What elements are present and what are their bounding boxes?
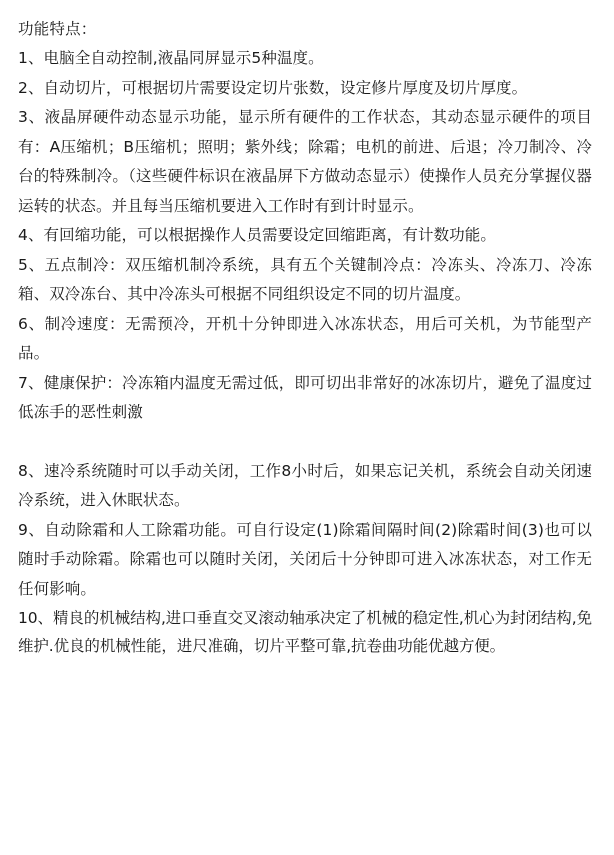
paragraph-9: 9、自动除霜和人工除霜功能。可自行设定(1)除霜间隔时间(2)除霜时间(3)也可以随时手动除霜。除霜也可以随时关闭，关闭后十分钟即可进入冰冻状态，对工作无任何影响。 [18,520,592,598]
paragraph-2: 2、自动切片，可根据切片需要设定切片张数，设定修片厚度及切片厚度。 [18,78,528,97]
paragraph-5: 5、五点制冷：双压缩机制冷系统，具有五个关键制冷点：冷冻头、冷冻刀、冷冻箱、双冷冻台、其中冷冻头可根据不同组织设定不同的切片温度。 [18,255,592,303]
paragraph-7: 7、健康保护：冷冻箱内温度无需过低，即可切出非常好的冰冻切片，避免了温度过低冻手的恶性刺激 [18,373,592,421]
paragraph-1: 1、电脑全自动控制,液晶同屏显示5种温度。 [18,49,324,67]
paragraph-10: 10、精良的机械结构,进口垂直交叉滚动轴承决定了机械的稳定性,机心为封闭结构,免维护.优良的机械性能，进尺准确，切片平整可靠,抗卷曲功能优越方便。 [18,609,592,655]
paragraph-3: 3、液晶屏硬件动态显示功能，显示所有硬件的工作状态，其动态显示硬件的项目有：A压缩机；B压缩机；照明；紫外线；除霜；电机的前进、后退；冷刀制冷、冷台的特殊制冷。（这些硬件标识在液晶屏下方做动态显示）使操作人员充分掌握仪器运转的状态。并且每当压缩机要进入工作时有到计时显示。 [18,108,592,215]
page-title: 功能特点： [18,20,97,38]
paragraph-4: 4、有回缩功能，可以根据操作人员需要设定回缩距离，有计数功能。 [18,226,496,244]
paragraph-8: 8、速冷系统随时可以手动关闭，工作8小时后，如果忘记关机，系统会自动关闭速冷系统，进入休眠状态。 [18,461,592,509]
paragraph-6: 6、制冷速度：无需预冷，开机十分钟即进入冰冻状态，用后可关机，为节能型产品。 [18,314,592,362]
paragraph-spacer [18,428,592,457]
